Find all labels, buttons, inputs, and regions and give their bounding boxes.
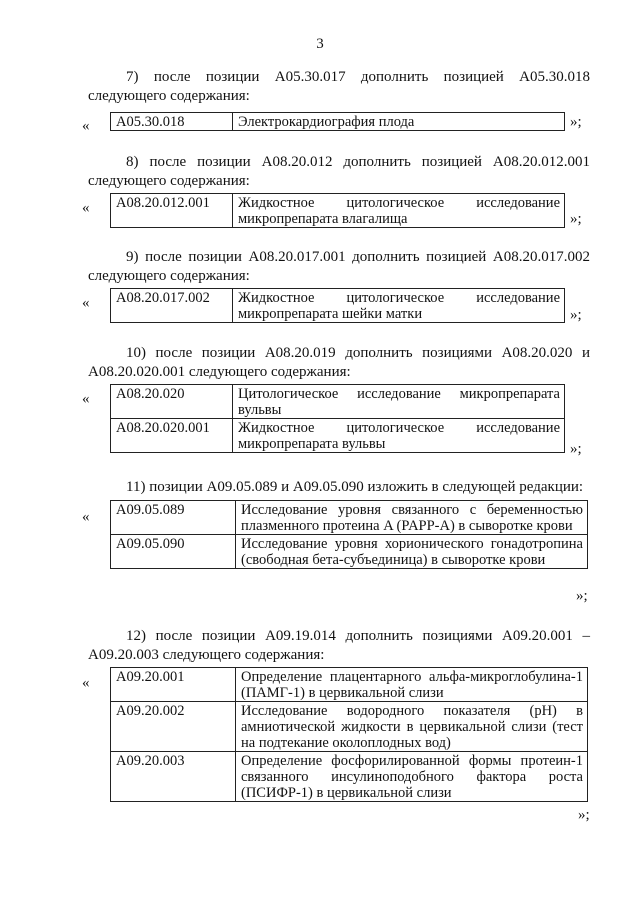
section-item-10 (82, 344, 590, 457)
code-cell: A08.20.017.002 (111, 289, 233, 323)
closing-quote: »; (576, 588, 588, 604)
section-paragraph: 8) после позиции A08.20.012 дополнить позицией A08.20.012.001 следующего содержания: (88, 154, 590, 189)
code-cell: A09.20.001 (111, 668, 236, 702)
closing-quote: »; (570, 211, 582, 227)
code-cell: A09.05.090 (111, 535, 236, 569)
closing-quote: »; (570, 307, 582, 323)
section-item-8 (82, 153, 590, 227)
name-cell: Определение фосфорилированной формы протеин-1 связанного инсулиноподобного фактора роста (ПСИФР-1) в цервикальной слизи (236, 752, 588, 802)
table-row (111, 752, 588, 802)
table-row (111, 385, 565, 419)
positions-table (110, 500, 588, 569)
code-cell: A08.20.020 (111, 385, 233, 419)
name-cell: Исследование уровня хорионического гонадотропина (свободная бета-субъединица) в сыворотке крови (236, 535, 588, 569)
closing-quote: »; (578, 807, 590, 823)
table-row (111, 289, 565, 323)
code-cell: A09.20.003 (111, 752, 236, 802)
closing-quote: »; (570, 114, 582, 130)
positions-table (110, 384, 565, 453)
opening-quote: « (82, 391, 90, 407)
name-cell: Жидкостное цитологическое исследование микропрепарата влагалища (233, 194, 565, 228)
code-cell: A09.20.002 (111, 702, 236, 752)
name-cell: Цитологическое исследование микропрепарата вульвы (233, 385, 565, 419)
code-cell: A05.30.018 (111, 113, 233, 131)
name-cell: Определение плацентарного альфа-микроглобулина-1 (ПАМГ-1) в цервикальной слизи (236, 668, 588, 702)
name-cell: Жидкостное цитологическое исследование микропрепарата вульвы (233, 419, 565, 453)
code-cell: A08.20.012.001 (111, 194, 233, 228)
code-cell: A08.20.020.001 (111, 419, 233, 453)
section-item-7 (82, 68, 590, 134)
opening-quote: « (82, 200, 90, 216)
opening-quote: « (82, 295, 90, 311)
section-paragraph: 9) после позиции A08.20.017.001 дополнить позицией A08.20.017.002 следующего содержания: (88, 249, 590, 284)
table-row (111, 419, 565, 453)
opening-quote: « (82, 509, 90, 525)
section-item-11 (82, 478, 590, 604)
table-row (111, 535, 588, 569)
section-paragraph: 12) после позиции A09.19.014 дополнить позициями A09.20.001 – A09.20.003 следующего содержания: (88, 628, 590, 663)
section-paragraph: 7) после позиции A05.30.017 дополнить позицией A05.30.018 следующего содержания: (88, 69, 590, 104)
table-row (111, 668, 588, 702)
section-paragraph: 10) после позиции A08.20.019 дополнить позициями A08.20.020 и A08.20.020.001 следующего содержания: (88, 345, 590, 380)
opening-quote: « (82, 118, 90, 134)
table-row (111, 194, 565, 228)
name-cell: Исследование водородного показателя (pH) в амниотической жидкости в цервикальной слизи (тест на подтекание околоплодных вод) (236, 702, 588, 752)
name-cell: Жидкостное цитологическое исследование микропрепарата шейки матки (233, 289, 565, 323)
name-cell: Исследование уровня связанного с беременностью плазменного протеина A (PAPP-A) в сыворотке крови (236, 501, 588, 535)
section-item-12 (82, 627, 590, 823)
opening-quote: « (82, 675, 90, 691)
positions-table (110, 112, 565, 131)
positions-table (110, 288, 565, 323)
table-row (111, 113, 565, 131)
name-cell: Электрокардиография плода (233, 113, 565, 131)
table-row (111, 702, 588, 752)
closing-quote: »; (570, 441, 582, 457)
code-cell: A09.05.089 (111, 501, 236, 535)
section-paragraph: 11) позиции A09.05.089 и A09.05.090 изложить в следующей редакции: (126, 479, 584, 495)
positions-table (110, 193, 565, 228)
positions-table (110, 667, 588, 802)
table-row (111, 501, 588, 535)
section-item-9 (82, 248, 590, 323)
page-number: 3 (316, 36, 324, 52)
